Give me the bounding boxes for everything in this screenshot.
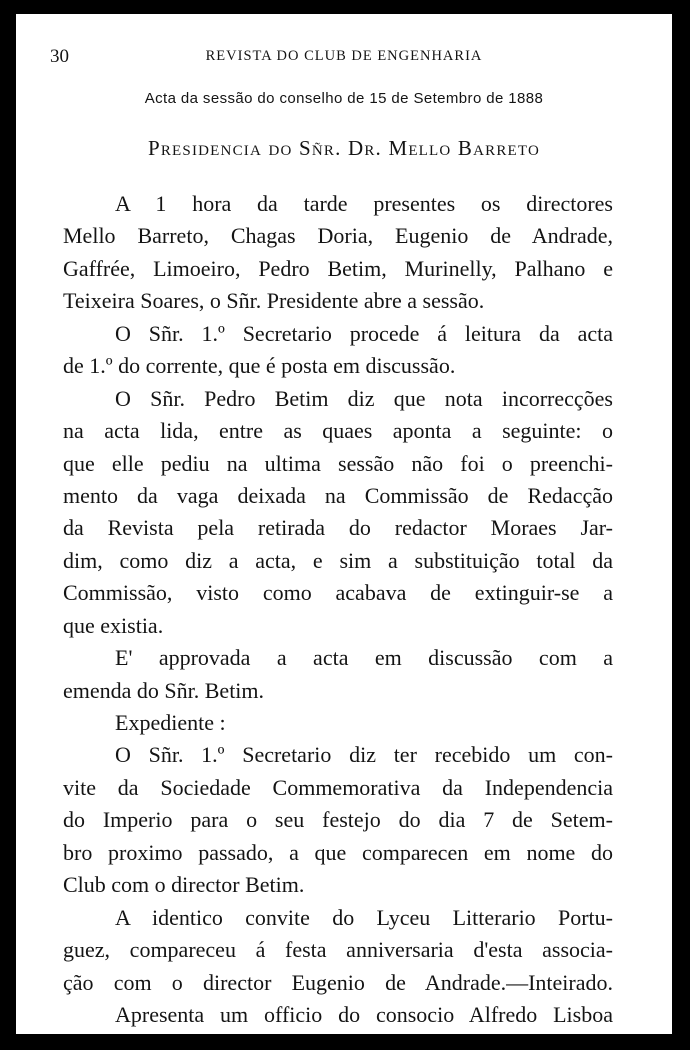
text-line: vite da Sociedade Commemorativa da Independencia (63, 774, 613, 800)
text-line: Mello Barreto, Chagas Doria, Eugenio de Andrade, (63, 223, 613, 249)
text-line: Apresenta um officio do consocio Alfredo Lisboa (115, 1001, 613, 1027)
text-line: dim, como diz a acta, e sim a substituição total da (63, 547, 613, 573)
text-line: Club com o director Betim. (63, 872, 305, 898)
text-line: Gaffrée, Limoeiro, Pedro Betim, Murinelly, Palhano e (63, 255, 613, 281)
text-line: que existia. (63, 612, 164, 638)
journal-title: REVISTA DO CLUB DE ENGENHARIA (205, 48, 483, 64)
text-line: A 1 hora da tarde presentes os directores (115, 191, 613, 216)
text-line: emenda do Sñr. Betim. (63, 677, 265, 703)
text-line: O Sñr. 1.º Secretario diz ter recebido um con- (115, 742, 613, 768)
text-line: da Revista pela retirada do redactor Moraes Jar- (63, 515, 613, 541)
text-line: Commissão, visto como acabava de extinguir-se a (63, 580, 613, 606)
text-line: A identico convite do Lyceu Litterario Portu- (115, 904, 613, 930)
text-line: que elle pediu na ultima sessão não foi o preenchi- (63, 450, 613, 476)
text-line: O Sñr. Pedro Betim diz que nota incorrecções (115, 385, 613, 411)
text-line: Teixeira Soares, o Sñr. Presidente abre a sessão. (63, 288, 485, 314)
text-line: do Imperio para o seu festejo do dia 7 de Setem- (63, 807, 613, 833)
text-line: de 1.º do corrente, que é posta em discussão. (63, 353, 456, 379)
body-text (63, 188, 613, 1031)
page-number: 30 (50, 46, 69, 67)
text-line: na acta lida, entre as quaes aponta a seguinte: o (63, 418, 613, 444)
text-line: guez, compareceu á festa anniversaria d'esta associa- (63, 937, 613, 963)
text-line: E' approvada a acta em discussão com a (115, 645, 613, 671)
presidency-heading: Presidencia do Sñr. Dr. Mello Barreto (147, 136, 541, 160)
text-line: ção com o director Eugenio de Andrade.—Inteirado. (63, 969, 613, 995)
text-line: bro proximo passado, a que comparecen em nome do (63, 839, 613, 865)
minutes-title: Acta da sessão do conselho de 15 de Setembro de 1888 (144, 90, 544, 107)
journal-page (16, 14, 672, 1034)
text-line: O Sñr. 1.º Secretario procede á leitura da acta (115, 320, 613, 346)
text-line: Expediente : (115, 710, 226, 735)
running-header (16, 46, 672, 70)
text-line: mento da vaga deixada na Commissão de Redacção (63, 482, 613, 508)
